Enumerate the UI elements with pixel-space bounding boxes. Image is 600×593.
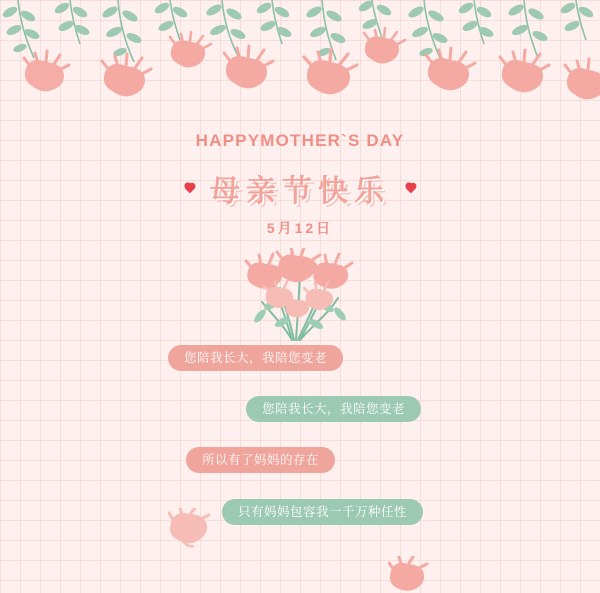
- heart-icon: [183, 183, 196, 196]
- message-pill: 您陪我长大，我陪您变老: [168, 345, 343, 371]
- heart-icon: [404, 183, 417, 196]
- chinese-title-row: [0, 166, 600, 210]
- hanging-carnation-garland: [0, 0, 600, 115]
- english-title: HAPPYMOTHER`S DAY: [195, 131, 405, 150]
- message-pill: 所以有了妈妈的存在: [186, 447, 335, 473]
- page-title: 母亲节快乐: [210, 174, 390, 209]
- carnation-petal-icon: [388, 556, 432, 593]
- date-label: 5月12日: [266, 220, 334, 236]
- carnation-petal-icon: [168, 508, 214, 555]
- message-pill: 只有妈妈包容我一千万种任性: [222, 499, 423, 525]
- message-pill: 您陪我长大，我陪您变老: [246, 396, 421, 422]
- carnation-bouquet: [228, 248, 373, 344]
